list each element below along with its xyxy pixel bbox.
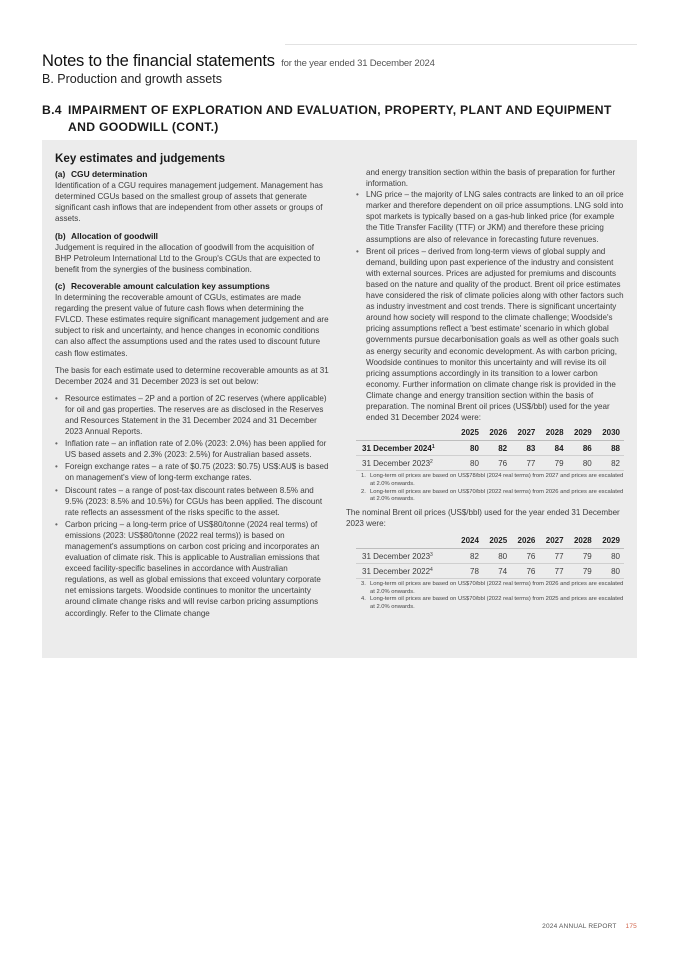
subhead-cgu-determination bbox=[55, 169, 331, 180]
page-number: 175 bbox=[625, 923, 637, 930]
table-cell: 80 bbox=[455, 456, 483, 471]
key-estimates-panel bbox=[42, 140, 637, 658]
table-cell: 76 bbox=[483, 456, 511, 471]
table-header-year: 2026 bbox=[483, 426, 511, 441]
table-footnotes-2023 bbox=[356, 581, 624, 611]
table-header-row bbox=[356, 534, 624, 549]
brent-prices-table-2023 bbox=[356, 534, 624, 579]
list-item-inflation-rate: • Inflation rate – an inflation rate of 2.0% (2023: 2.0%) has been applied for US based assets and 2.3% (2023: 2.5%) for Australian based assets. bbox=[55, 438, 331, 460]
note-heading-line-2: AND GOODWILL (CONT.) bbox=[68, 120, 219, 134]
footnote-marker: 2 bbox=[430, 459, 433, 466]
table-header-year: 2028 bbox=[568, 534, 596, 549]
subhead-recoverable-amount bbox=[55, 281, 331, 292]
page-title-text: Notes to the financial statements bbox=[42, 52, 275, 70]
table-header-year: 2025 bbox=[455, 426, 483, 441]
footnote-text: Long-term oil prices are based on US$70/bbl (2022 real terms) from 2026 and prices are escalated at 2.0% onwards. bbox=[370, 488, 624, 503]
footnote bbox=[356, 473, 624, 488]
table-cell: 76 bbox=[511, 564, 539, 579]
footer-report-label: 2024 ANNUAL REPORT bbox=[542, 923, 617, 930]
note-heading-line-1: IMPAIRMENT OF EXPLORATION AND EVALUATION, PROPERTY, PLANT AND EQUIPMENT bbox=[68, 103, 612, 117]
footnote-marker: 1 bbox=[431, 444, 435, 451]
subhead-tag-a: (a) bbox=[55, 169, 66, 180]
table-header-row bbox=[356, 426, 624, 441]
row-label-text: 31 December 2023 bbox=[362, 552, 431, 562]
table-header-year: 2027 bbox=[539, 534, 567, 549]
row-label-text: 31 December 2023 bbox=[362, 459, 431, 469]
table-cell: 77 bbox=[511, 456, 539, 471]
table-row-label bbox=[356, 456, 455, 471]
paragraph-intro-2023: The nominal Brent oil prices (US$/bbl) used for the year ended 31 December 2023 were: bbox=[346, 507, 620, 528]
table-cell: 82 bbox=[596, 456, 624, 471]
table-row bbox=[356, 441, 624, 456]
table-cell: 79 bbox=[539, 456, 567, 471]
table-cell: 80 bbox=[596, 564, 624, 579]
table-cell: 80 bbox=[596, 549, 624, 564]
footnote-marker: 4 bbox=[430, 567, 433, 574]
footnote-text: Long-term oil prices are based on US$78/bbl (2024 real terms) from 2027 and prices are escalated at 2.0% onwards. bbox=[370, 473, 624, 488]
panel-title: Key estimates and judgements bbox=[55, 152, 226, 165]
footnote-text: Long-term oil prices are based on US$70/bbl (2022 real terms) from 2026 and prices are escalated at 2.0% onwards. bbox=[370, 581, 624, 595]
row-label-text: 31 December 2022 bbox=[362, 567, 431, 577]
table-cell: 77 bbox=[539, 564, 567, 579]
list-item-lng-price: • LNG price – the majority of LNG sales contracts are linked to an oil price marker and therefore dependent on oil price assumptions. LNG sold into spot markets is typically based on a gas-hub linked price (for example the Title Transfer Facility (TTF) or JKM) and therefore these pricing assumptions are also of relevance in forecasting future revenues. bbox=[356, 189, 624, 244]
table-header-year: 2024 bbox=[455, 534, 483, 549]
panel-left-column bbox=[55, 150, 331, 620]
table-header-year: 2026 bbox=[511, 534, 539, 549]
subhead-title-b: Allocation of goodwill bbox=[71, 230, 158, 241]
table-cell: 76 bbox=[511, 549, 539, 564]
page-footer bbox=[542, 923, 637, 930]
footnote-number: 2. bbox=[361, 488, 366, 495]
table-cell: 79 bbox=[568, 564, 596, 579]
table-cell: 82 bbox=[455, 549, 483, 564]
note-number: B.4 bbox=[42, 103, 62, 117]
subhead-allocation-goodwill bbox=[55, 231, 331, 242]
table-row-label bbox=[356, 564, 455, 579]
list-item-carbon-pricing: • Carbon pricing – a long-term price of US$80/tonne (2024 real terms) of emissions (2023: US$80/tonne (2022 real terms)) is based on management's assumptions on carbon cost pricing and incorporates an evaluation of climate risk. This is applicable to Australian emissions that exceed facility-specific baselines in accordance with Australian regulations, as well as global emissions that exceed voluntary corporate net emissions targets. Woodside continues to monitor the uncertainty around climate change risks and will revise carbon pricing assumptions accordingly. Refer to the Climate change bbox=[55, 519, 331, 619]
table-cell: 77 bbox=[539, 549, 567, 564]
table-header-year: 2029 bbox=[568, 426, 596, 441]
paragraph-cgu-determination: Identification of a CGU requires management judgement. Management has determined CGUs based on the smallest group of assets that generate significant cash inflows that are independent from other assets or groups of assets. bbox=[55, 181, 323, 224]
assumptions-list bbox=[55, 393, 331, 619]
table-row bbox=[356, 456, 624, 471]
table-cell: 80 bbox=[568, 456, 596, 471]
paragraph-continuation: and energy transition section within the basis of preparation for further information. bbox=[366, 168, 616, 189]
table-cell: 79 bbox=[568, 549, 596, 564]
page-title-suffix: for the year ended 31 December 2024 bbox=[281, 58, 435, 69]
table-header-year: 2028 bbox=[539, 426, 567, 441]
page-title bbox=[42, 52, 642, 71]
paragraph-recoverable-amount-1: In determining the recoverable amount of CGUs, estimates are made regarding the present value of future cash flows when determining the FVLCD. These estimates require significant management judgement and are subject to risk and uncertainty, and hence changes in economic conditions can also affect the assumptions used and the rates used to discount future cash flow estimates. bbox=[55, 293, 329, 358]
table-row-label bbox=[356, 549, 455, 564]
table-cell: 80 bbox=[483, 549, 511, 564]
section-label: B. Production and growth assets bbox=[42, 72, 222, 86]
footnote bbox=[356, 489, 624, 504]
table-cell: 83 bbox=[511, 441, 539, 456]
subhead-tag-b: (b) bbox=[55, 230, 66, 241]
table-cell: 80 bbox=[455, 441, 483, 456]
subhead-tag-c: (c) bbox=[55, 280, 66, 291]
subhead-title-c: Recoverable amount calculation key assumptions bbox=[71, 280, 270, 291]
row-label-text: 31 December 2024 bbox=[362, 444, 432, 454]
table-row-label bbox=[356, 441, 455, 456]
list-item-brent-oil-prices: • Brent oil prices – derived from long-term views of global supply and demand, building upon past experience of the industry and consistent with external sources. Prices are adjusted for premiums and discounts based on the nature and quality of the product. Brent oil price estimates have considered the risk of climate policies along with other factors such as industry investment and cost trends. There is significant uncertainty around how society will respond to the climate challenge; Woodside's pricing assumptions reflect a 'best estimate' scenario in which global governments pursue decarbonisation goals as well as other goals such as energy security and economic development. As with carbon pricing, Woodside continues to monitor this uncertainty and will revise its oil pricing assumptions accordingly in its transition to a lower carbon economy. Further information on climate change risk is provided in the Climate change and energy transition section within the basis of preparation. The nominal Brent oil prices (US$/bbl) used for the year ended 31 December 2024 were: bbox=[356, 246, 624, 424]
footnote-number: 3. bbox=[361, 581, 366, 588]
header-rule bbox=[285, 44, 637, 45]
footnote-number: 4. bbox=[361, 596, 366, 603]
footnote-number: 1. bbox=[361, 473, 366, 480]
list-item-foreign-exchange: • Foreign exchange rates – a rate of $0.75 (2023: $0.75) US$:AU$ is based on management's view of long-term exchange rates. bbox=[55, 461, 331, 483]
table-footnotes-2024 bbox=[356, 473, 624, 503]
footnote bbox=[356, 596, 624, 611]
paragraph-recoverable-amount-2: The basis for each estimate used to determine recoverable amounts as at 31 December 2024 and 31 December 2023 is set out below: bbox=[55, 365, 329, 386]
table-header-label bbox=[356, 426, 455, 441]
page-header bbox=[42, 52, 642, 86]
footnote-marker: 3 bbox=[430, 552, 433, 559]
table-cell: 74 bbox=[483, 564, 511, 579]
subhead-title-a: CGU determination bbox=[71, 169, 148, 180]
table-row bbox=[356, 549, 624, 564]
table-header-label bbox=[356, 534, 455, 549]
table-cell: 84 bbox=[539, 441, 567, 456]
table-header-year: 2025 bbox=[483, 534, 511, 549]
panel-right-column bbox=[346, 167, 624, 612]
price-assumptions-list bbox=[356, 189, 624, 423]
footnote-text: Long-term oil prices are based on US$70/bbl (2022 real terms) from 2025 and prices are escalated at 2.0% onwards. bbox=[370, 596, 624, 611]
table-cell: 86 bbox=[568, 441, 596, 456]
table-header-year: 2030 bbox=[596, 426, 624, 441]
table-cell: 78 bbox=[455, 564, 483, 579]
footnote bbox=[356, 581, 624, 596]
table-header-year: 2029 bbox=[596, 534, 624, 549]
paragraph-allocation-goodwill: Judgement is required in the allocation of goodwill from the acquisition of BHP Petroleum International Ltd to the Group's CGUs that are expected to benefit from the synergies of the business combination. bbox=[55, 242, 321, 274]
table-header-year: 2027 bbox=[511, 426, 539, 441]
table-row bbox=[356, 564, 624, 579]
brent-prices-table-2024 bbox=[356, 426, 624, 471]
list-item-resource-estimates: • Resource estimates – 2P and a portion of 2C reserves (where applicable) for oil and gas properties. The reserves are as disclosed in the Reserves and Resources Statement in the 31 December 2024 and 31 December 2023 Annual Reports. bbox=[55, 393, 331, 437]
table-cell: 88 bbox=[596, 441, 624, 456]
table-cell: 82 bbox=[483, 441, 511, 456]
list-item-discount-rates: • Discount rates – a range of post-tax discount rates between 8.5% and 9.5% (2023: 8.5% and 10.5%) for CGUs has been applied. The discount rate reflects an assessment of the risks specific to the asset. bbox=[55, 485, 331, 518]
note-heading bbox=[42, 102, 642, 136]
